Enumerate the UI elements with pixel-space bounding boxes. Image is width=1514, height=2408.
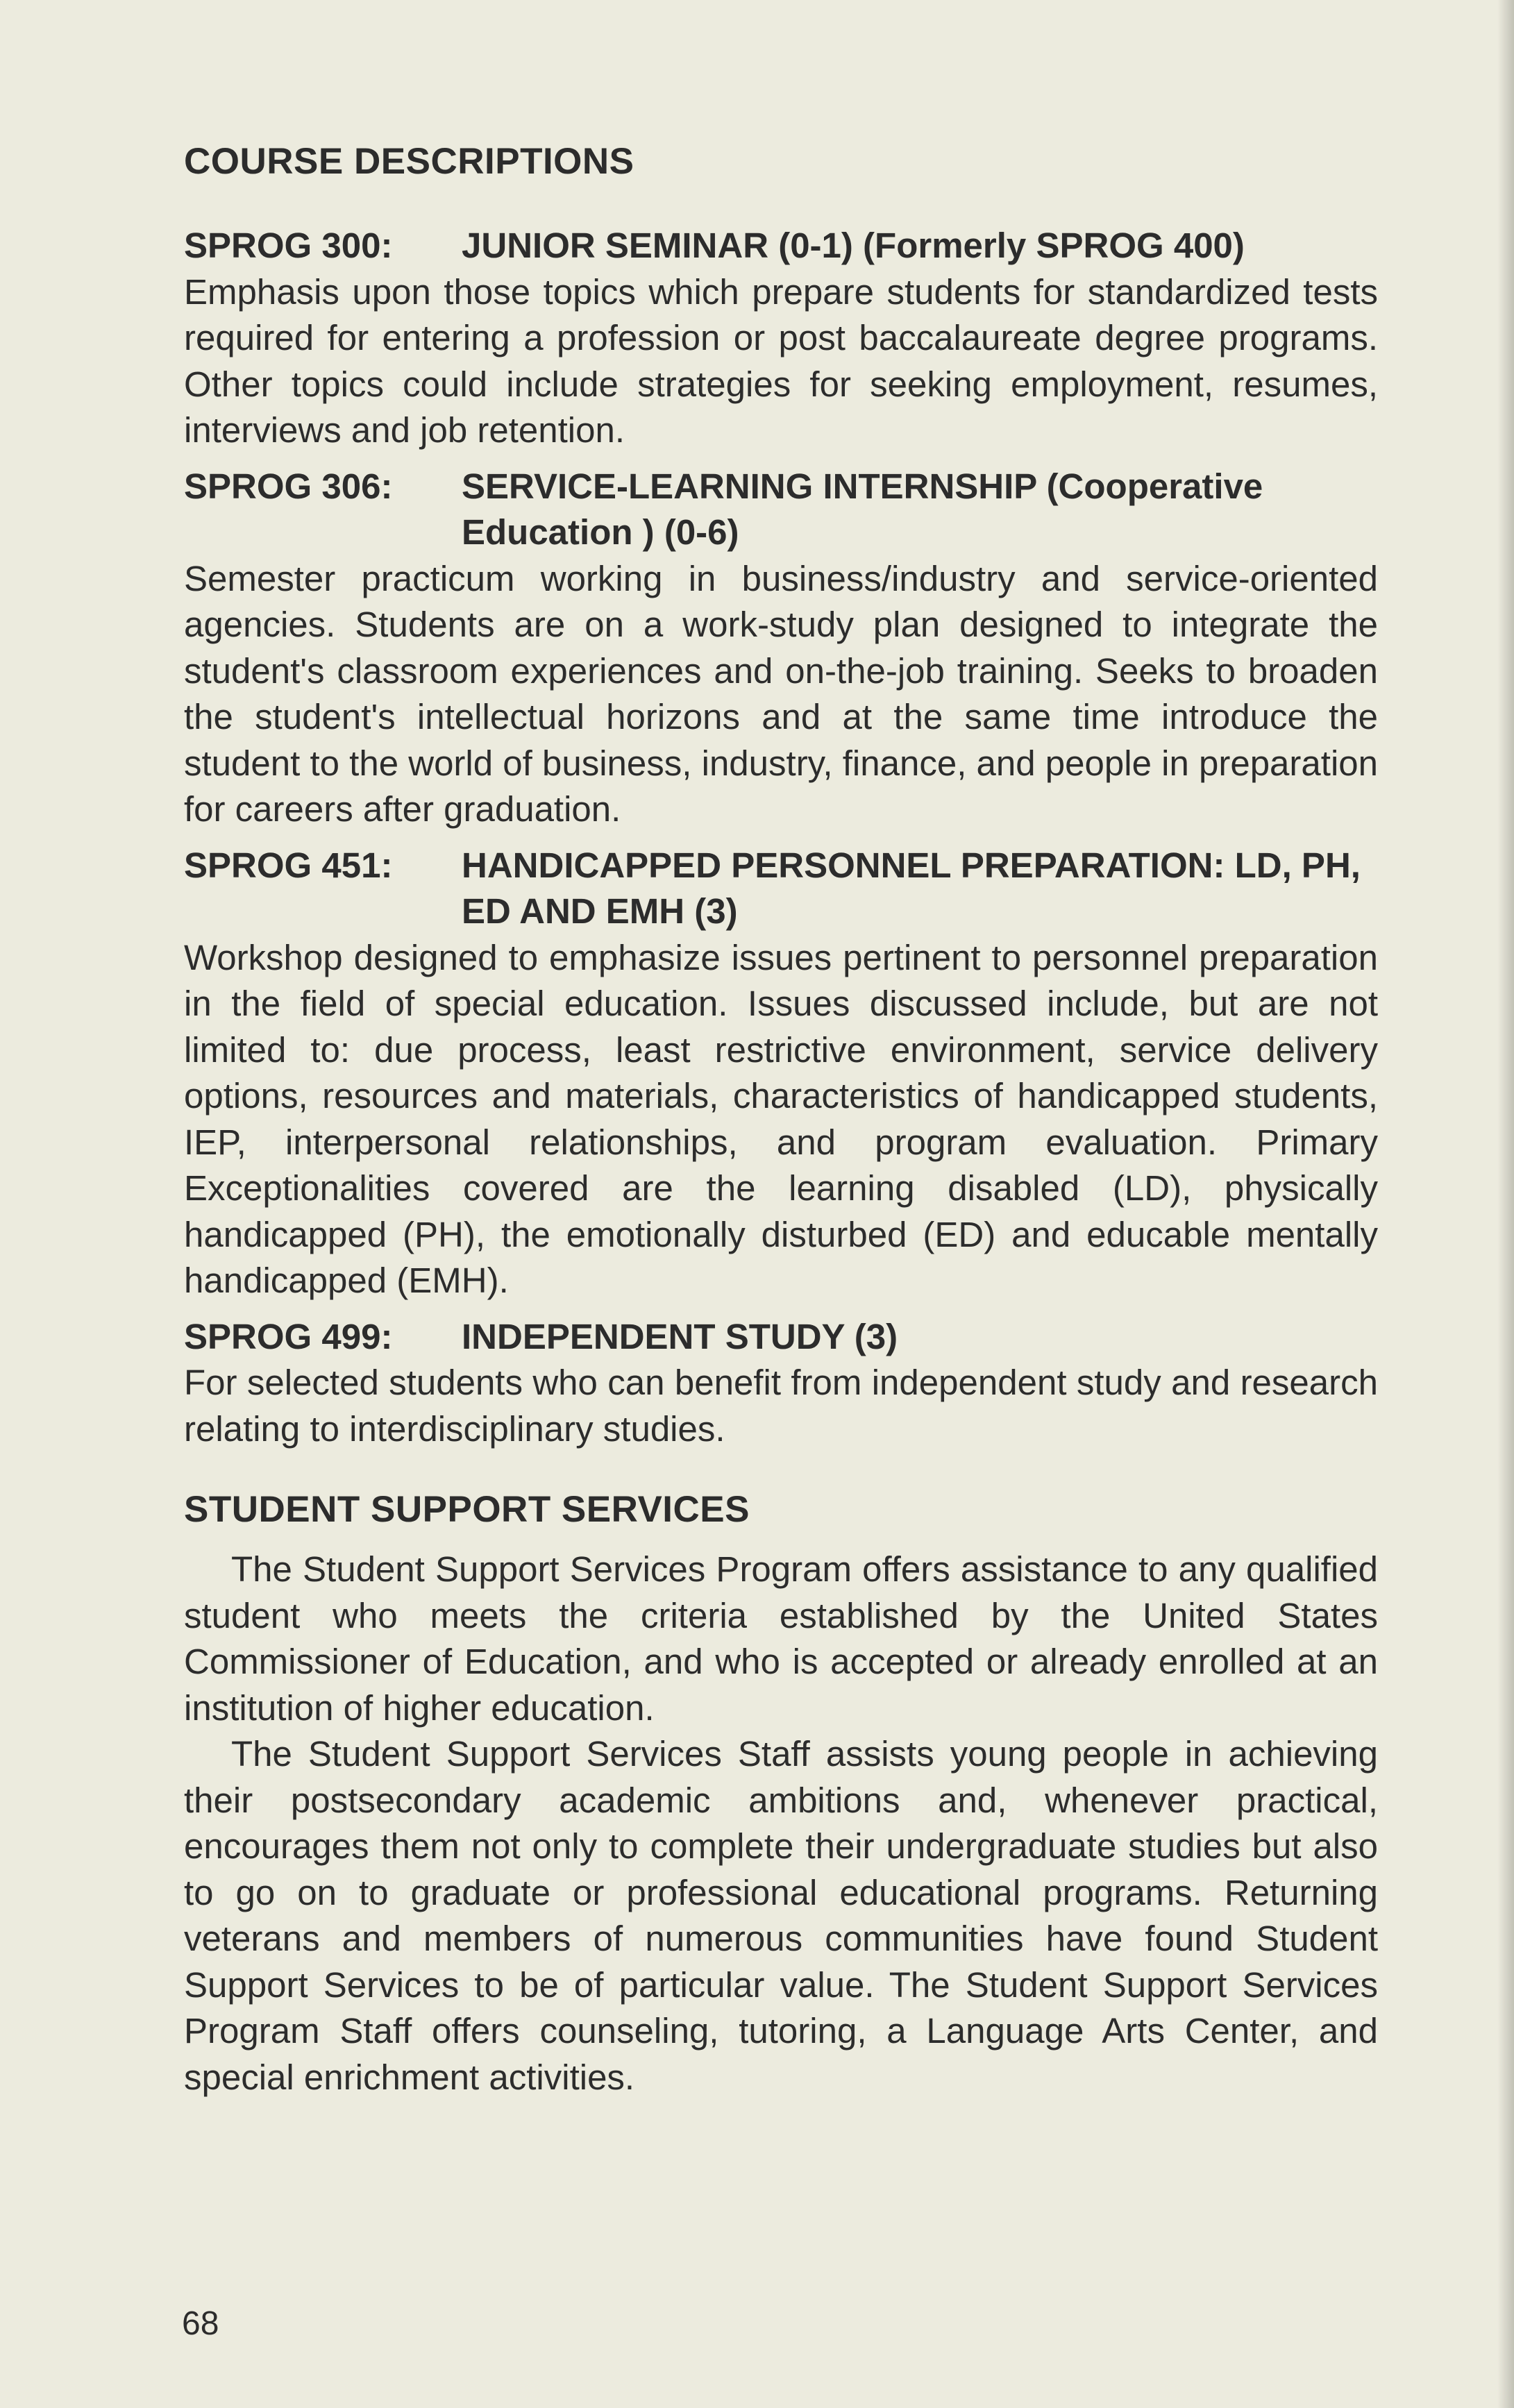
course-code: SPROG 306: <box>184 466 393 506</box>
course-title-row <box>184 1314 1378 1361</box>
course-descriptions-heading: COURSE DESCRIPTIONS <box>184 141 634 182</box>
course-name: HANDICAPPED PERSONNEL PREPARATION: LD, PH, ED AND EMH (3) <box>462 845 1361 931</box>
page-content <box>184 139 1378 2100</box>
student-support-heading: STUDENT SUPPORT SERVICES <box>184 1489 750 1530</box>
course-description: Semester practicum working in business/industry and service-oriented agencies. Students are on a work-study plan designed to integrate the student's classroom experiences and on-the-job training. Seeks to broaden the student's intellectual horizons and at the same time introduce the student to the world of business, industry, finance, and people in preparation for careers after graduation. <box>184 558 1378 829</box>
page-number: 68 <box>182 2305 219 2342</box>
page-binding-shadow <box>1497 0 1514 2408</box>
course-name: JUNIOR SEMINAR (0-1) (Formerly SPROG 400) <box>462 226 1245 265</box>
course-code: SPROG 300: <box>184 226 393 265</box>
course-entry-sprog-451 <box>184 843 1378 1304</box>
course-title-row <box>184 843 1378 935</box>
course-title-row <box>184 464 1378 556</box>
course-entry-sprog-306 <box>184 464 1378 833</box>
course-description: Workshop designed to emphasize issues pertinent to personnel preparation in the field of special education. Issues discussed include, but are not limited to: due process, least restrictive environment, service delivery options, resources and materials, characteristics of handicapped students, IEP, interpersonal relationships, and program evaluation. Primary Exceptionalities covered are the learning disabled (LD), physically handicapped (PH), the emotionally disturbed (ED) and educable mentally handicapped (EMH). <box>184 937 1378 1300</box>
course-code: SPROG 451: <box>184 845 393 885</box>
support-paragraph: The Student Support Services Program offers assistance to any qualified student who meets the criteria established by the United States Commissioner of Education, and who is accepted or already enrolled at an institution of higher education. <box>184 1549 1378 1728</box>
support-paragraph: The Student Support Services Staff assists young people in achieving their postsecondary academic ambitions and, whenever practical, encourages them not only to complete their undergraduate studies but also to go on to graduate or professional educational programs. Returning veterans and members of numerous communities have found Student Support Services to be of particular value. The Student Support Services Program Staff offers counseling, tutoring, a Language Arts Center, and special enrichment activities. <box>184 1734 1378 2097</box>
course-code: SPROG 499: <box>184 1316 393 1356</box>
course-entry-sprog-499 <box>184 1314 1378 1453</box>
course-title-row <box>184 223 1378 269</box>
course-name: SERVICE-LEARNING INTERNSHIP (Cooperative Education ) (0-6) <box>462 466 1263 552</box>
course-name: INDEPENDENT STUDY (3) <box>462 1316 898 1356</box>
course-description: For selected students who can benefit from independent study and research relating to interdisciplinary studies. <box>184 1363 1378 1449</box>
course-entry-sprog-300 <box>184 223 1378 454</box>
course-description: Emphasis upon those topics which prepare students for standardized tests required for entering a profession or post baccalaureate degree programs. Other topics could include strategies for seeking employment, resumes, interviews and job retention. <box>184 271 1378 450</box>
